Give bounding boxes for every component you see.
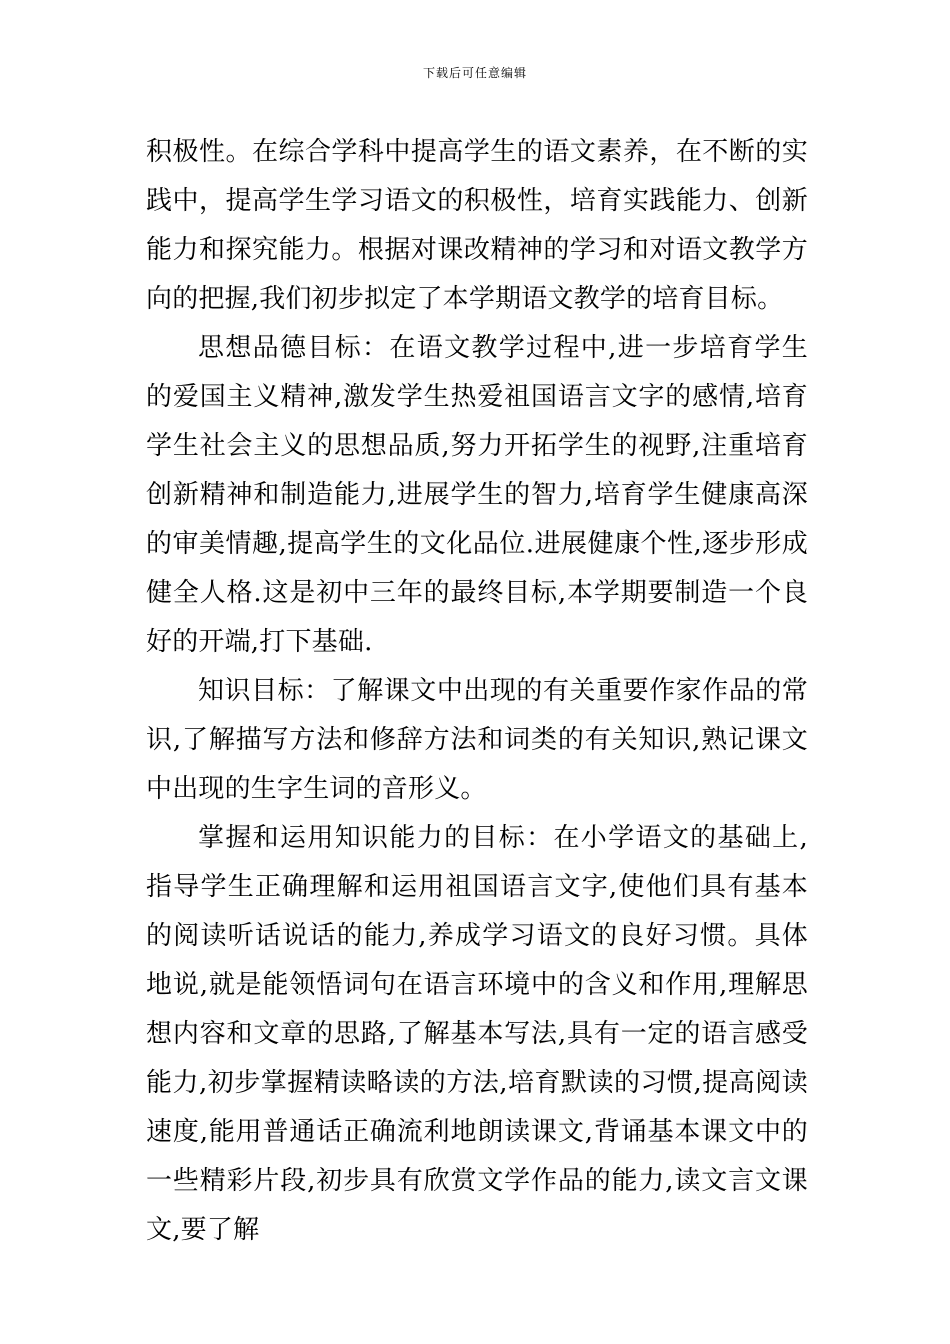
page-header: 下载后可任意编辑 — [422, 66, 527, 80]
paragraph-intro: 积极性。在综合学科中提高学生的语文素养，在不断的实践中，提高学生学习语文的积极性，培育实践能力、创新能力和探究能力。根据对课改精神的学习和对语文教学方向的把握,我们初步拟定了本学期语文教学的培育目标。 — [146, 137, 808, 314]
paragraph-knowledge-goal: 知识目标：了解课文中出现的有关重要作家作品的常识,了解描写方法和修辞方法和词类的有关知识,熟记课文中出现的生字生词的音形义。 — [146, 676, 808, 804]
paragraph-moral-goal: 思想品德目标：在语文教学过程中,进一步培育学生的爱国主义精神,激发学生热爱祖国语言文字的感情,培育学生社会主义的思想品质,努力开拓学生的视野,注重培育创新精神和制造能力,进展学生的智力,培育学生健康高深的审美情趣,提高学生的文化品位.进展健康个性,逐步形成健全人格.这是初中三年的最终目标,本学期要制造一个良好的开端,打下基础. — [146, 333, 808, 657]
paragraph-ability-goal: 掌握和运用知识能力的目标：在小学语文的基础上,指导学生正确理解和运用祖国语言文字,使他们具有基本的阅读听话说话的能力,养成学习语文的良好习惯。具体地说,就是能领悟词句在语言环境中的含义和作用,理解思想内容和文章的思路,了解基本写法,具有一定的语言感受能力,初步掌握精读略读的方法,培育默读的习惯,提高阅读速度,能用普通话正确流利地朗读课文,背诵基本课文中的一些精彩片段,初步具有欣赏文学作品的能力,读文言文课文,要了解 — [146, 823, 808, 1245]
document-body — [146, 128, 808, 1255]
